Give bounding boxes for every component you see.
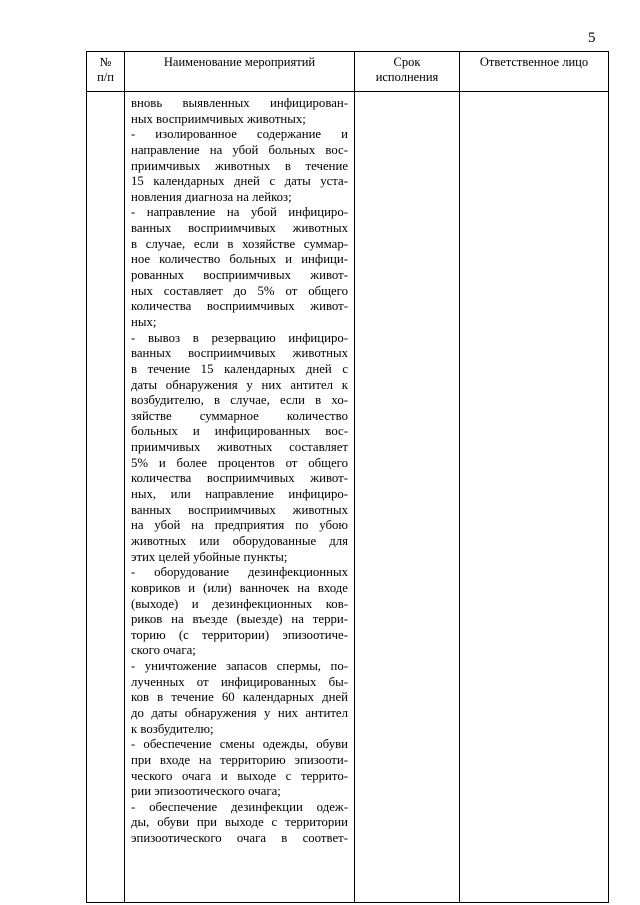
measure-text-line: на убой на предприятия по убою [131,518,348,533]
header-deadline [355,52,460,92]
cell-responsible [460,92,609,903]
measure-text-line: до даты обнаружения у них антител [131,705,348,720]
measure-text-line: - вывоз в резервацию инфициро- [131,330,348,345]
measure-text-line: приимчивых животных в течение [131,158,348,173]
measure-text-line: в течение 15 календарных дней с [131,361,348,376]
measure-text-line: эпизоотического очага в соответ- [131,831,348,846]
measure-text-line: направление на убой больных вос- [131,142,348,157]
measure-text-line: ванных восприимчивых животных [131,221,348,236]
header-responsible-text: Ответственное лицо [479,55,589,69]
header-num-text: № п/п [97,55,114,84]
measure-text-line: 15 календарных дней с даты уста- [131,174,348,189]
measure-text-line: 5% и более процентов от общего [131,455,348,470]
header-num [87,52,125,92]
measure-text-line: ков в течение 60 календарных дней [131,690,348,705]
measure-text-line: ных, или направление инфициро- [131,487,348,502]
measure-text-line: к возбудителю; [131,721,214,736]
measure-text-line: при входе на территорию эпизооти- [131,752,348,767]
measure-text-line: лученных от инфицированных бы- [131,674,348,689]
cell-num [87,92,125,903]
measure-text-line: - изолированное содержание и [131,127,348,142]
measure-text-line: количества восприимчивых живот- [131,471,348,486]
measure-text-line: риков на въезде (выезде) на терри- [131,612,348,627]
measures-table [86,51,609,903]
measure-text-line: - обеспечение смены одежды, обуви [131,737,348,752]
measure-text-line: - оборудование дезинфекционных [131,565,348,580]
measure-text-line: новления диагноза на лейкоз; [131,189,292,204]
measure-text-line: ных восприимчивых животных; [131,111,306,126]
measure-text-line: ванных восприимчивых животных [131,346,348,361]
table-row [87,92,609,903]
measures-text [125,92,354,847]
measure-text-line: больных и инфицированных вос- [131,424,348,439]
measure-text-line: ное количество больных и инфици- [131,252,348,267]
measure-text-line: количества восприимчивых живот- [131,299,348,314]
measure-text-line: этих целей убойные пункты; [131,549,288,564]
measure-text-line: зяйстве суммарное количество [131,408,348,423]
cell-measures [125,92,355,903]
header-responsible [460,52,609,92]
page-number: 5 [588,30,596,46]
measure-text-line: ных; [131,314,157,329]
measure-text-line: торию (с территории) эпизоотиче- [131,627,348,642]
measure-text-line: ды, обуви при выходе с территории [131,815,348,830]
measure-text-line: - уничтожение запасов спермы, по- [131,659,348,674]
measure-text-line: ковриков и (или) ванночек на входе [131,580,348,595]
header-name [125,52,355,92]
measure-text-line: приимчивых животных составляет [131,440,348,455]
measure-text-line: возбудителю, в случае, если в хо- [131,393,348,408]
measure-text-line: рии эпизоотического очага; [131,784,281,799]
measure-text-line: в случае, если в хозяйстве суммар- [131,236,348,251]
header-name-text: Наименование мероприятий [163,55,316,69]
cell-deadline [355,92,460,903]
measure-text-line: ванных восприимчивых животных [131,502,348,517]
measure-text-line: - обеспечение дезинфекции одеж- [131,799,348,814]
measure-text-line: вновь выявленных инфицирован- [131,96,348,110]
measure-text-line: ческого очага и выходе с террито- [131,768,348,783]
measure-text-line: рованных восприимчивых живот- [131,268,348,283]
table-header-row [87,52,609,92]
measure-text-line: - направление на убой инфициро- [131,205,348,220]
measure-text-line: животных или оборудованные для [131,533,348,548]
measure-text-line: ных составляет до 5% от общего [131,283,348,298]
header-deadline-text: Срок исполнения [375,55,439,84]
measure-text-line: ского очага; [131,643,196,658]
measure-text-line: (выходе) и дезинфекционных ков- [131,596,348,611]
measure-text-line: даты обнаружения у них антител к [131,377,348,392]
